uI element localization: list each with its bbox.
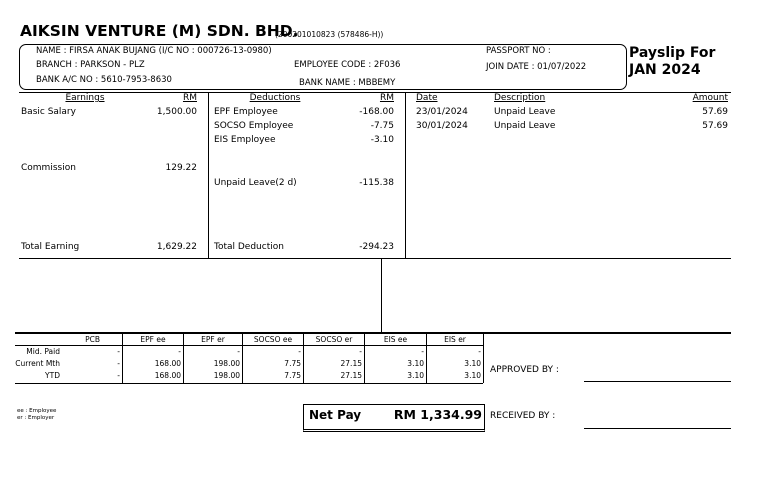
details-row-date: 23/01/2024 bbox=[416, 107, 468, 117]
contribution-cell: 3.10 bbox=[407, 371, 424, 380]
contribution-cell: 198.00 bbox=[213, 359, 240, 368]
legend-employer: er : Employer bbox=[17, 415, 55, 421]
payslip-title bbox=[629, 45, 715, 79]
contribution-header: EPF er bbox=[201, 335, 225, 344]
total-earning-label: Total Earning bbox=[21, 242, 80, 252]
company-name: AIKSIN VENTURE (M) SDN. BHD. bbox=[20, 22, 299, 40]
contribution-row-label: YTD bbox=[45, 371, 60, 380]
contribution-header: EIS ee bbox=[383, 335, 408, 344]
details-description-header: Description bbox=[494, 93, 546, 103]
employee-bank-name: BANK NAME : MBBEMY bbox=[299, 78, 396, 88]
employee-join-date: JOIN DATE : 01/07/2022 bbox=[486, 62, 587, 72]
contribution-cell: 3.10 bbox=[464, 359, 481, 368]
contribution-cell: 7.75 bbox=[284, 371, 301, 380]
earnings-rm-header: RM bbox=[182, 93, 197, 103]
net-pay-label: Net Pay bbox=[309, 408, 362, 422]
contribution-cell: - bbox=[298, 347, 301, 356]
deductions-rm-header: RM bbox=[379, 93, 394, 103]
employee-bank-account: BANK A/C NO : 5610-7953-8630 bbox=[36, 75, 172, 85]
deduction-label: SOCSO Employee bbox=[214, 121, 294, 131]
legend-employee: ee : Employee bbox=[17, 408, 57, 414]
contribution-cell: 168.00 bbox=[154, 371, 181, 380]
contribution-cell: - bbox=[359, 347, 362, 356]
deduction-amount: -168.00 bbox=[359, 107, 394, 117]
contribution-header: EPF ee bbox=[140, 335, 166, 344]
contribution-cell: - bbox=[178, 347, 181, 356]
contributions-bottom-border bbox=[15, 383, 483, 384]
contribution-header: SOCSO ee bbox=[253, 335, 293, 344]
total-deduction-amount: -294.23 bbox=[359, 242, 394, 252]
details-date-header: Date bbox=[416, 93, 438, 103]
earning-amount: 1,500.00 bbox=[156, 107, 197, 117]
contribution-cell: 27.15 bbox=[340, 359, 362, 368]
deduction-label: EPF Employee bbox=[214, 107, 278, 117]
earning-amount: 129.22 bbox=[165, 163, 197, 173]
contributions-col-divider bbox=[483, 333, 484, 383]
earnings-deductions-divider bbox=[208, 92, 209, 258]
details-row-amount: 57.69 bbox=[702, 107, 728, 117]
payslip-title-line1: Payslip For bbox=[629, 45, 716, 61]
deduction-label: Unpaid Leave(2 d) bbox=[214, 178, 297, 188]
details-amount-header: Amount bbox=[692, 93, 728, 103]
main-table-bottom-border bbox=[19, 258, 731, 259]
employee-branch: BRANCH : PARKSON - PLZ bbox=[36, 60, 145, 70]
deduction-amount: -7.75 bbox=[370, 121, 394, 131]
contribution-cell: - bbox=[478, 347, 481, 356]
deduction-label: EIS Employee bbox=[214, 135, 276, 145]
contribution-row-label: Mid. Paid bbox=[26, 347, 60, 356]
details-row-date: 30/01/2024 bbox=[416, 121, 468, 131]
approved-by-label: APPROVED BY : bbox=[490, 365, 559, 375]
contribution-cell: 3.10 bbox=[407, 359, 424, 368]
received-by-signature-line bbox=[584, 428, 731, 429]
company-reg-no: (200201010823 (578486-H)) bbox=[275, 30, 384, 39]
details-row-amount: 57.69 bbox=[702, 121, 728, 131]
deductions-header: Deductions bbox=[249, 93, 301, 103]
employee-passport: PASSPORT NO : bbox=[486, 46, 551, 56]
earnings-header: Earnings bbox=[65, 93, 105, 103]
details-row-description: Unpaid Leave bbox=[494, 107, 556, 117]
contribution-row-label: Current Mth bbox=[15, 359, 60, 368]
employee-name: NAME : FIRSA ANAK BUJANG (I/C NO : 000726-13-0980) bbox=[36, 46, 272, 56]
contribution-cell: 7.75 bbox=[284, 359, 301, 368]
details-row-description: Unpaid Leave bbox=[494, 121, 556, 131]
contribution-header: EIS er bbox=[444, 335, 466, 344]
total-earning-amount: 1,629.22 bbox=[156, 242, 197, 252]
earning-label: Commission bbox=[21, 163, 76, 173]
contribution-cell: 3.10 bbox=[464, 371, 481, 380]
contribution-cell: - bbox=[421, 347, 424, 356]
received-by-label: RECEIVED BY : bbox=[490, 411, 556, 421]
contribution-header: PCB bbox=[85, 335, 100, 344]
contribution-header: SOCSO er bbox=[315, 335, 353, 344]
payslip-period: JAN 2024 bbox=[629, 62, 701, 78]
contribution-cell: 168.00 bbox=[154, 359, 181, 368]
approved-by-signature-line bbox=[584, 381, 731, 382]
contribution-cell: 198.00 bbox=[213, 371, 240, 380]
contributions-header-border bbox=[15, 345, 483, 346]
earning-label: Basic Salary bbox=[21, 107, 76, 117]
contribution-cell: - bbox=[237, 347, 240, 356]
deduction-amount: -3.10 bbox=[370, 135, 394, 145]
deductions-details-divider bbox=[405, 92, 406, 258]
deduction-amount: -115.38 bbox=[359, 178, 394, 188]
employee-code: EMPLOYEE CODE : 2F036 bbox=[294, 60, 401, 70]
contribution-cell: - bbox=[117, 347, 120, 356]
netpay-connector-line bbox=[381, 258, 382, 333]
contribution-cell: 27.15 bbox=[340, 371, 362, 380]
net-pay-amount: RM 1,334.99 bbox=[393, 407, 482, 422]
contribution-cell: - bbox=[117, 359, 120, 368]
contribution-cell: - bbox=[117, 371, 120, 380]
total-deduction-label: Total Deduction bbox=[214, 242, 284, 252]
